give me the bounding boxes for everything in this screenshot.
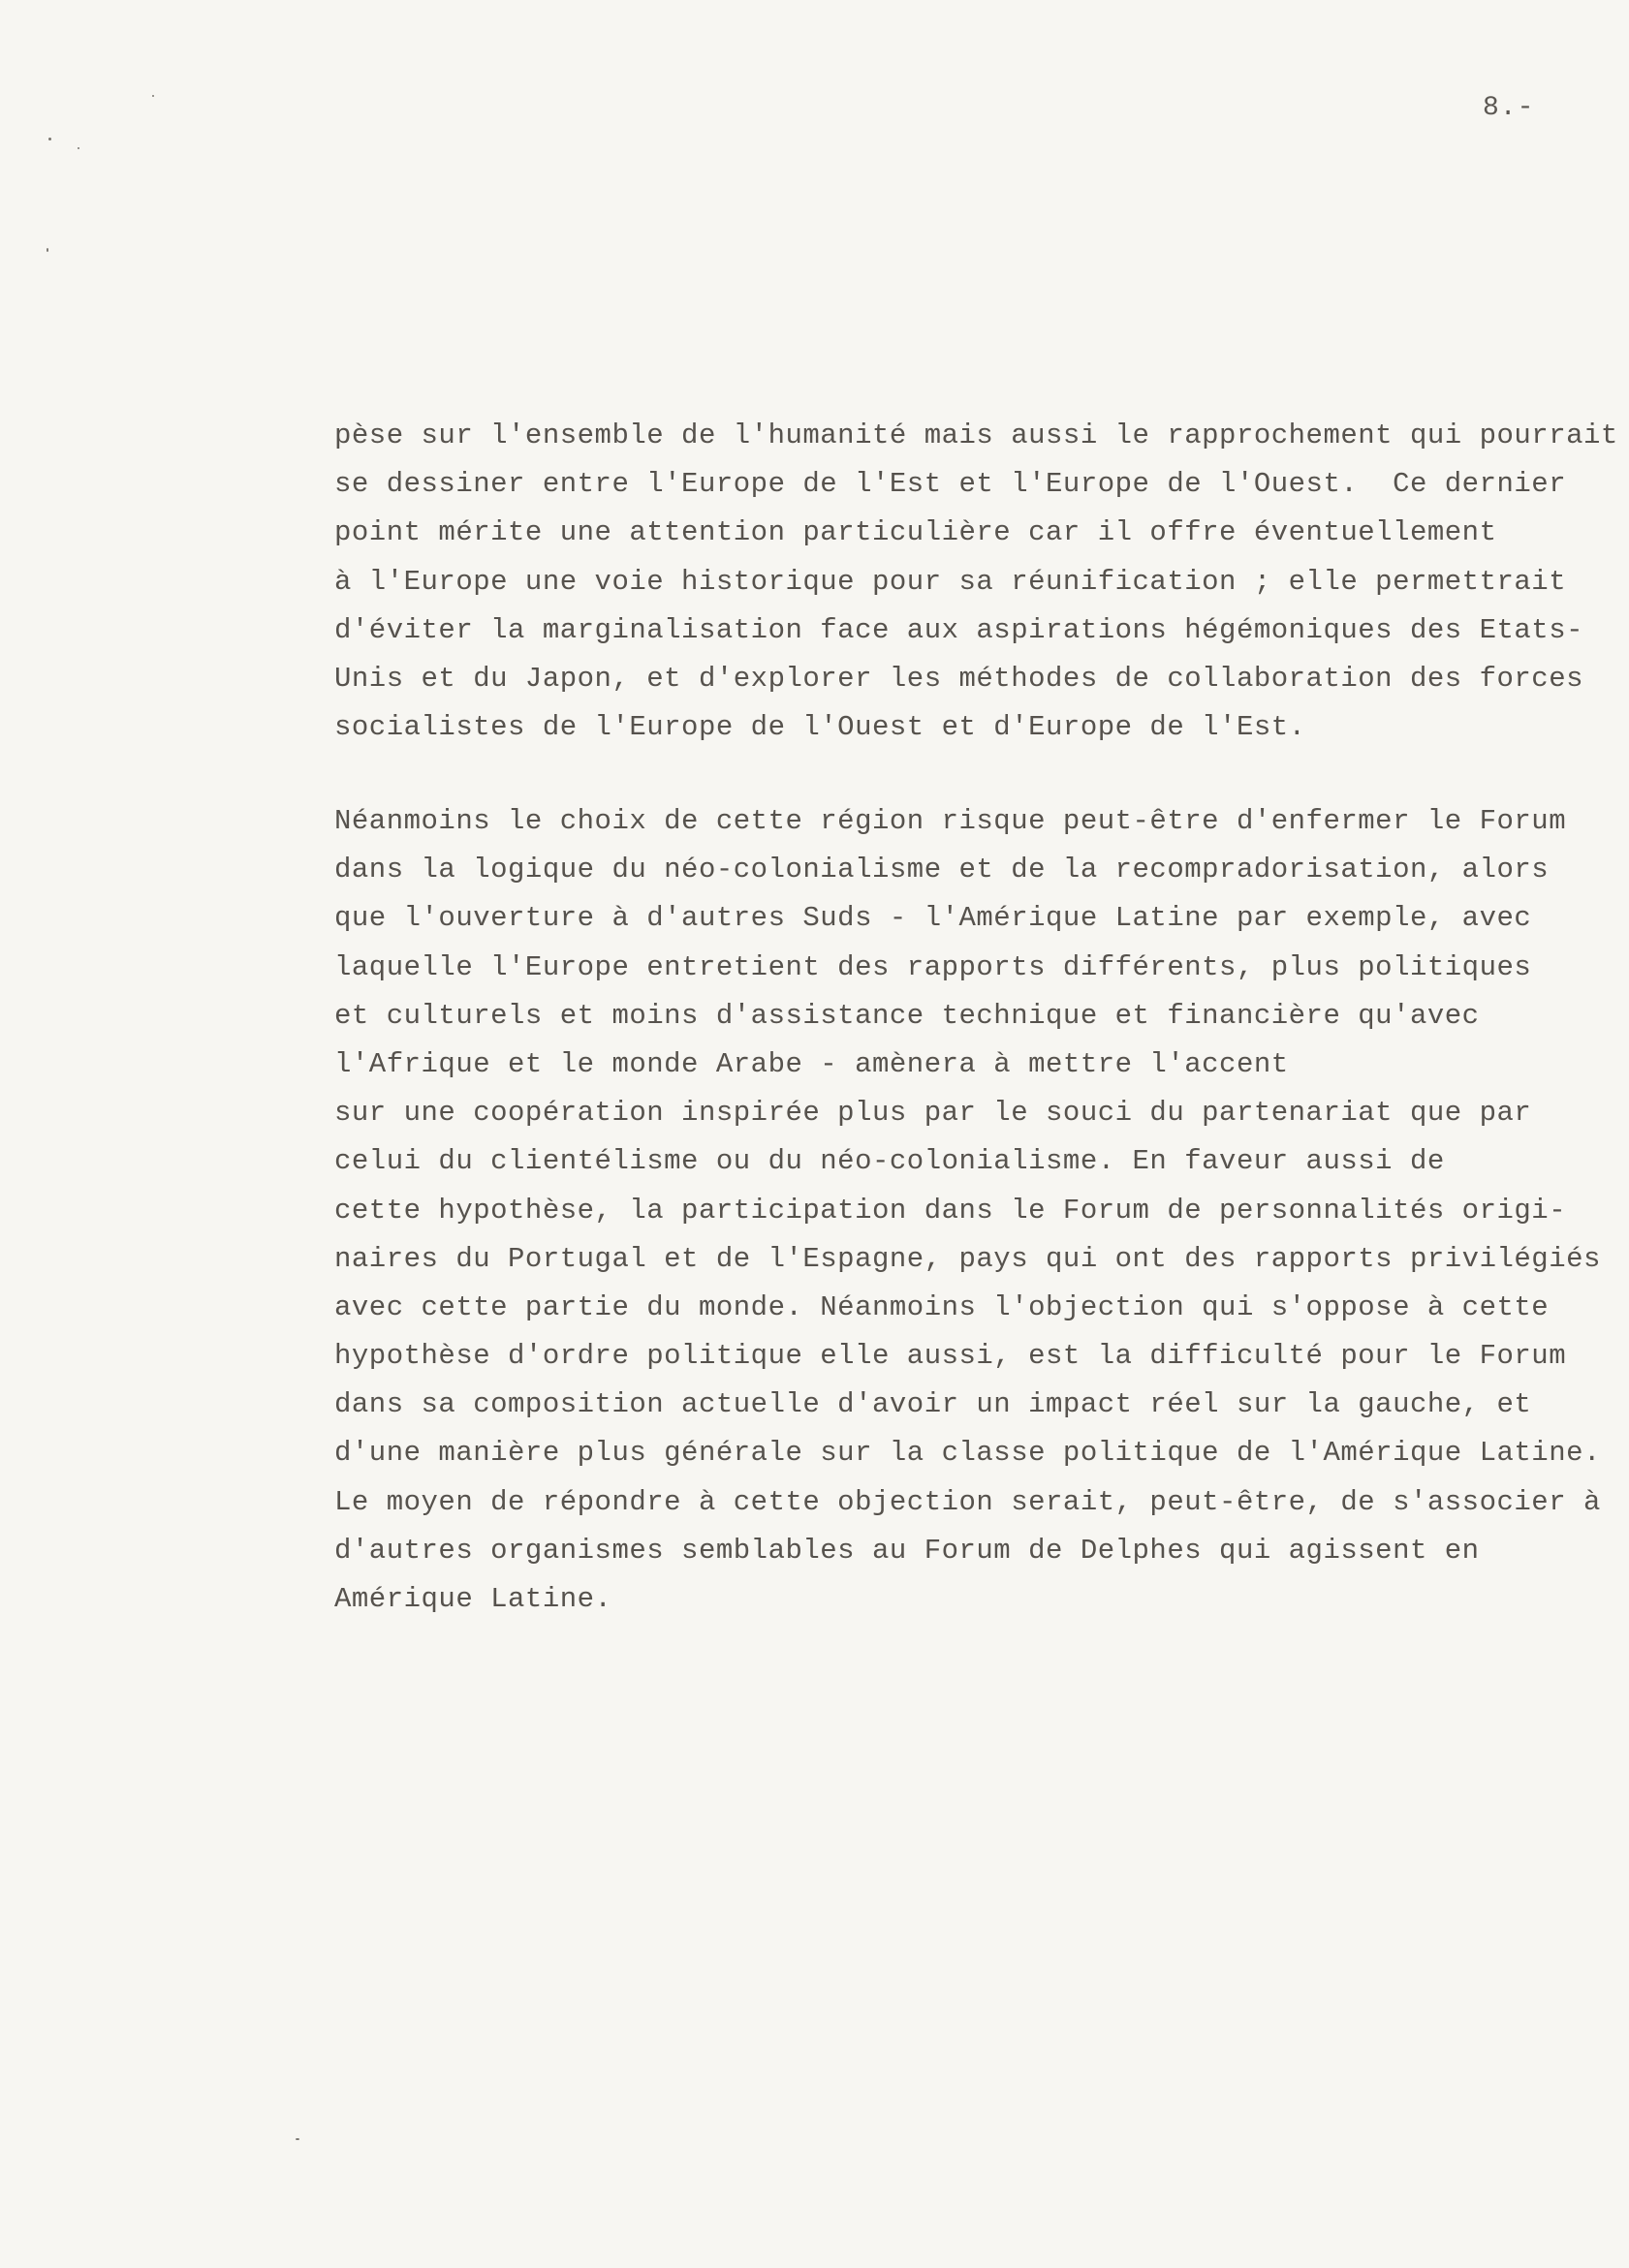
text-line: l'Afrique et le monde Arabe - amènera à mettre l'accent — [334, 1047, 1289, 1080]
text-line: hypothèse d'ordre politique elle aussi, est la difficulté pour le Forum — [334, 1340, 1567, 1373]
scan-speck — [152, 95, 154, 97]
text-line: dans sa composition actuelle d'avoir un impact réel sur la gauche, et — [334, 1388, 1532, 1421]
text-line: Amérique Latine. — [334, 1583, 612, 1615]
text-line: celui du clientélisme ou du néo-colonialisme. En faveur aussi de — [334, 1145, 1445, 1178]
text-line: et culturels et moins d'assistance technique et financière qu'avec — [334, 999, 1480, 1032]
text-line: point mérite une attention particulière car il offre éventuellement — [334, 516, 1497, 549]
paragraph-2 — [334, 797, 1601, 1624]
text-line: d'éviter la marginalisation face aux aspirations hégémoniques des Etats- — [334, 613, 1584, 646]
scan-speck — [47, 248, 48, 252]
text-line: laquelle l'Europe entretient des rapports différents, plus politiques — [334, 950, 1532, 983]
page-number: 8.- — [1483, 93, 1535, 123]
text-line: Le moyen de répondre à cette objection serait, peut-être, de s'associer à — [334, 1485, 1601, 1518]
scan-speck — [48, 138, 51, 140]
text-line: sur une coopération inspirée plus par le souci du partenariat que par — [334, 1097, 1532, 1130]
text-line: à l'Europe une voie historique pour sa réunification ; elle permettrait — [334, 565, 1567, 598]
text-line: Unis et du Japon, et d'explorer les méthodes de collaboration des forces — [334, 662, 1584, 695]
scan-speck — [78, 147, 79, 149]
text-line: naires du Portugal et de l'Espagne, pays qui ont des rapports privilégiés — [334, 1242, 1601, 1275]
text-line: dans la logique du néo-colonialisme et de la recompradorisation, alors — [334, 854, 1550, 886]
text-line: cette hypothèse, la participation dans le Forum de personnalités origi- — [334, 1194, 1567, 1227]
text-line: avec cette partie du monde. Néanmoins l'objection qui s'oppose à cette — [334, 1290, 1550, 1323]
text-line: pèse sur l'ensemble de l'humanité mais aussi le rapprochement qui pourrait — [334, 419, 1618, 451]
text-line: que l'ouverture à d'autres Suds - l'Amérique Latine par exemple, avec — [334, 902, 1532, 935]
text-line: d'autres organismes semblables au Forum de Delphes qui agissent en — [334, 1534, 1480, 1567]
text-line: se dessiner entre l'Europe de l'Est et l'Europe de l'Ouest. Ce dernier — [334, 468, 1567, 501]
paragraph-1 — [334, 412, 1618, 752]
text-line: Néanmoins le choix de cette région risque peut-être d'enfermer le Forum — [334, 805, 1567, 837]
text-line: d'une manière plus générale sur la classe politique de l'Amérique Latine. — [334, 1437, 1601, 1470]
scan-speck — [296, 2138, 299, 2140]
text-line: socialistes de l'Europe de l'Ouest et d'Europe de l'Est. — [334, 711, 1306, 744]
